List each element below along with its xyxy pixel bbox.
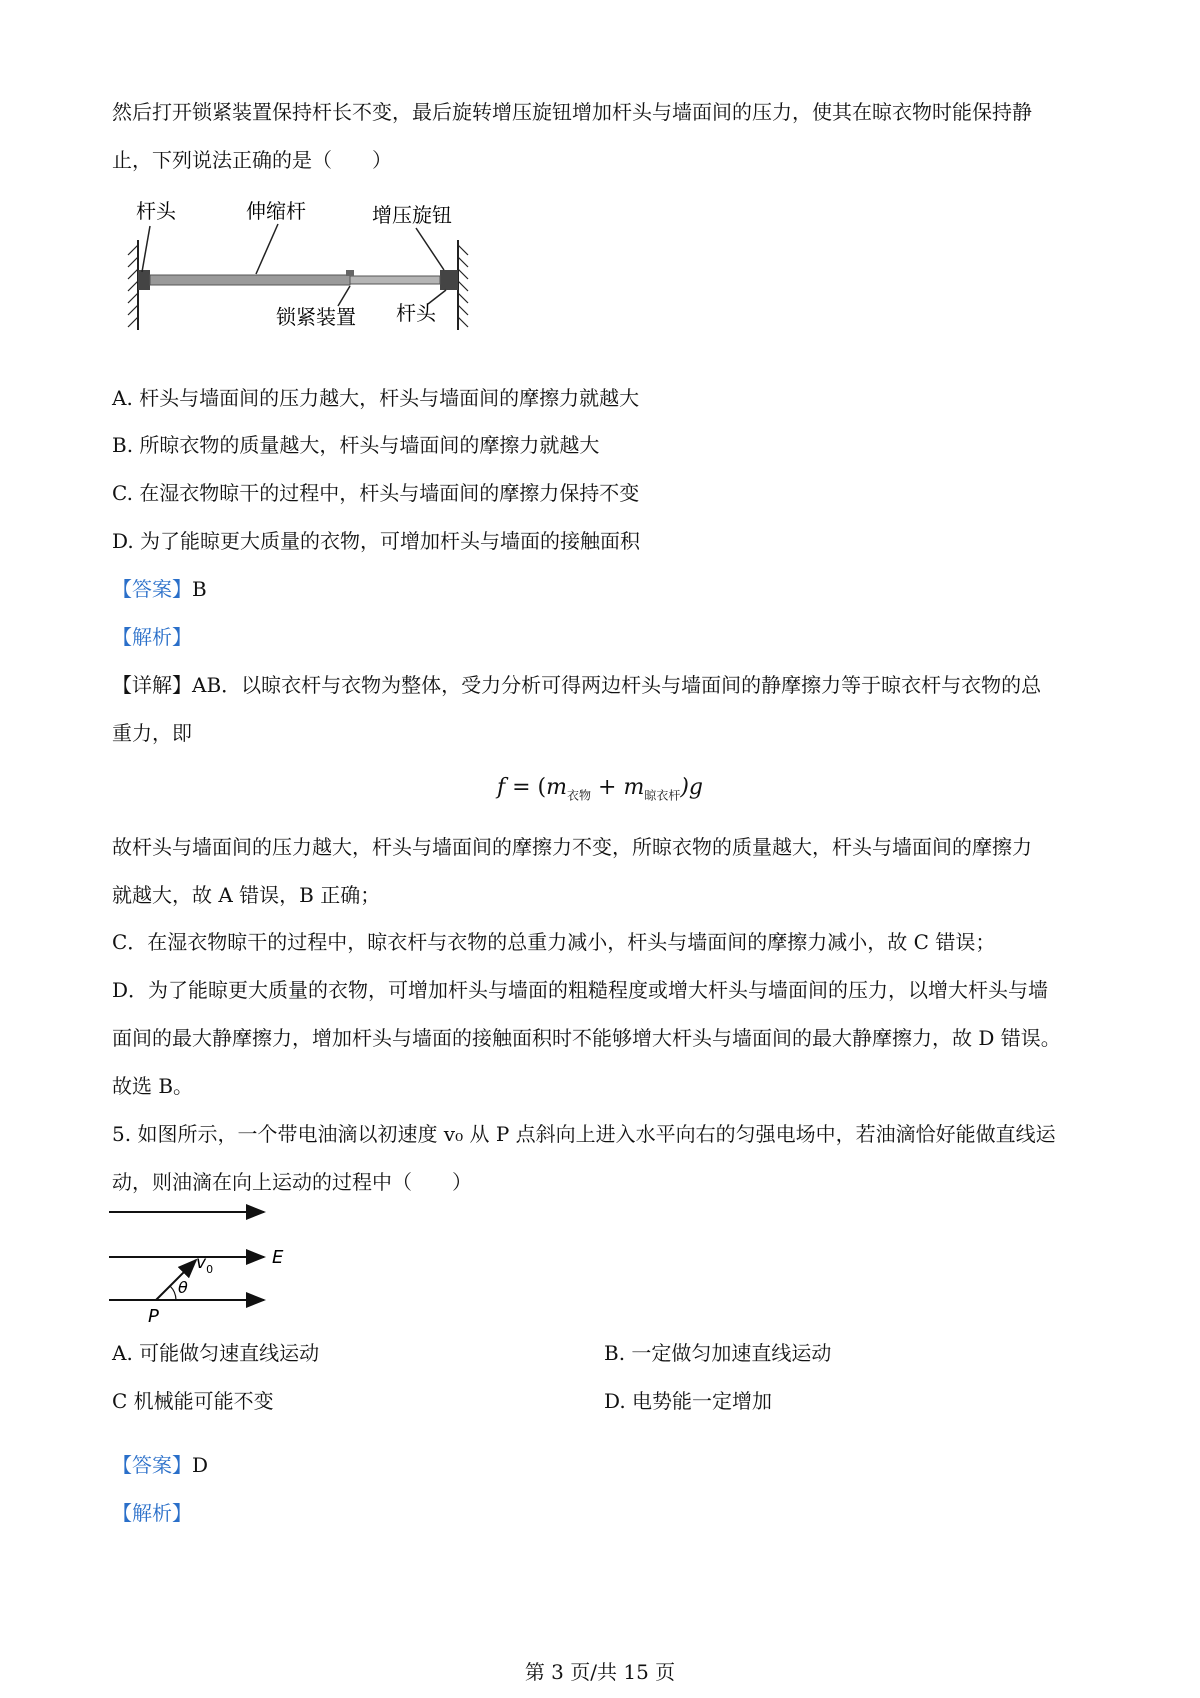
- formula-f: f: [496, 775, 506, 800]
- q5-answer: [112, 1451, 208, 1479]
- q4-detail-line-3: 故杆头与墙面间的压力越大，杆头与墙面间的摩擦力不变，所晾衣物的质量越大，杆头与墙面间的摩擦力: [112, 835, 1032, 859]
- answer-value: D: [192, 1453, 209, 1477]
- formula-m1: m: [546, 775, 568, 800]
- answer-tag: 【答案】: [112, 577, 192, 601]
- q4-detail-line-4: 就越大，故 A 错误，B 正确；: [112, 883, 381, 907]
- friction-formula: [0, 775, 1200, 803]
- intro-line-1: 然后打开锁紧装置保持杆长不变，最后旋转增压旋钮增加杆头与墙面间的压力，使其在晾衣物时能保持静: [112, 100, 1032, 124]
- q4-answer: [112, 575, 207, 603]
- electric-field-figure: [104, 1200, 304, 1330]
- q5-analysis-tag: 【解析】: [112, 1501, 192, 1525]
- detail-text: AB．以晾衣杆与衣物为整体，受力分析可得两边杆头与墙面间的静摩擦力等于晾衣杆与衣物的总: [192, 673, 1042, 697]
- q4-detail-line-2: 重力，即: [112, 721, 192, 745]
- label-rod: 伸缩杆: [246, 199, 306, 223]
- label-head-right: 杆头: [396, 301, 436, 325]
- label-theta: θ: [178, 1278, 188, 1297]
- label-v: v: [196, 1253, 207, 1273]
- intro-line-2: 止，下列说法正确的是（ ）: [112, 148, 392, 172]
- q4-option-a: A. 杆头与墙面间的压力越大，杆头与墙面间的摩擦力就越大: [112, 386, 640, 410]
- formula-sub2: 晾衣杆: [644, 788, 681, 803]
- detail-tag: 【详解】: [112, 673, 192, 697]
- q4-detail-line-6: D．为了能晾更大质量的衣物，可增加杆头与墙面的粗糙程度或增大杆头与墙面间的压力，以增大杆头与墙: [112, 978, 1049, 1002]
- label-knob: 增压旋钮: [372, 203, 452, 227]
- rod-head-right: [440, 270, 458, 290]
- q4-detail-line-7: 面间的最大静摩擦力，增加杆头与墙面的接触面积时不能够增大杆头与墙面间的最大静摩擦力，故 D 错误。: [112, 1026, 1061, 1050]
- q4-detail-line-5: C．在湿衣物晾干的过程中，晾衣杆与衣物的总重力减小，杆头与墙面间的摩擦力减小，故 C 错误；: [112, 930, 996, 954]
- answer-value: B: [192, 577, 207, 601]
- formula-m2: m: [623, 775, 645, 800]
- q5-option-b: B. 一定做匀加速直线运动: [604, 1341, 832, 1365]
- q5-option-a: A. 可能做匀速直线运动: [112, 1341, 320, 1365]
- label-e: E: [272, 1247, 284, 1268]
- velocity-arrow: [156, 1260, 196, 1300]
- q4-analysis-tag: 【解析】: [112, 625, 192, 649]
- q5-option-d: D. 电势能一定增加: [604, 1389, 773, 1413]
- formula-eq: = (: [505, 775, 547, 800]
- label-p: P: [148, 1306, 159, 1327]
- q4-option-c: C. 在湿衣物晾干的过程中，杆头与墙面间的摩擦力保持不变: [112, 481, 640, 505]
- q4-option-b: B. 所晾衣物的质量越大，杆头与墙面间的摩擦力就越大: [112, 433, 600, 457]
- telescopic-rod-figure: [118, 190, 518, 360]
- q4-detail-line-1: [112, 671, 1041, 699]
- label-lock: 锁紧装置: [276, 305, 356, 329]
- formula-sub1: 衣物: [567, 788, 592, 803]
- rod-head-left: [138, 270, 150, 290]
- telescopic-rod: [150, 275, 350, 285]
- q4-detail-line-8: 故选 B。: [112, 1074, 194, 1098]
- q5-stem-line-1: 5. 如图所示，一个带电油滴以初速度 v₀ 从 P 点斜向上进入水平向右的匀强电场中，若油滴恰好能做直线运: [112, 1122, 1056, 1146]
- label-v-sub: 0: [206, 1263, 214, 1276]
- theta-arc: [170, 1286, 176, 1300]
- formula-plus: +: [591, 775, 624, 800]
- q5-option-c: C 机械能可能不变: [112, 1389, 274, 1413]
- q5-stem-line-2: 动，则油滴在向上运动的过程中（ ）: [112, 1170, 472, 1194]
- label-head-left: 杆头: [136, 199, 176, 223]
- page-footer: 第 3 页/共 15 页: [524, 1660, 676, 1684]
- q4-option-d: D. 为了能晾更大质量的衣物，可增加杆头与墙面的接触面积: [112, 529, 641, 553]
- formula-tail: )g: [680, 775, 704, 800]
- lock-device: [346, 270, 354, 276]
- answer-tag: 【答案】: [112, 1453, 192, 1477]
